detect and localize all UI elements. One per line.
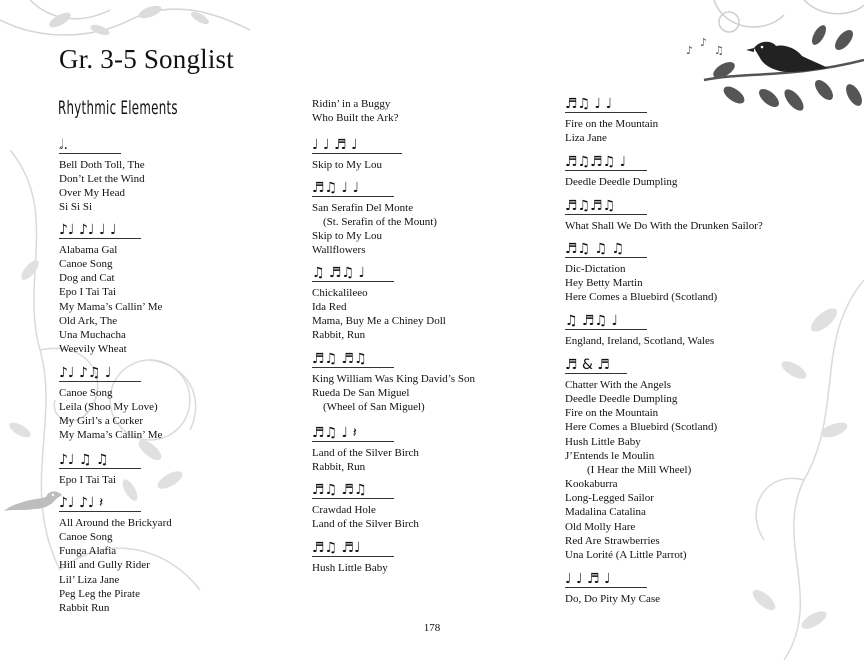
rhythm-underline <box>59 468 141 469</box>
song-title: Canoe Song <box>59 258 113 271</box>
rhythm-notation-text: ♫ ♬♫ ♩ <box>312 265 366 281</box>
song-title: Don’t Let the Wind <box>59 173 145 186</box>
song-title: Hush Little Baby <box>565 435 641 448</box>
song-title: Ridin’ in a Buggy <box>312 98 391 110</box>
song-list <box>312 561 394 575</box>
rhythm-notation-icon <box>312 537 394 555</box>
rhythm-notation-icon <box>312 348 475 366</box>
rhythm-group <box>312 537 394 575</box>
song-list <box>59 243 162 356</box>
song-title: What Shall We Do With the Drunken Sailor? <box>565 220 763 232</box>
song-title: King William Was King David’s Son <box>312 373 475 385</box>
song-title: Canoe Song <box>59 387 113 399</box>
svg-text:♪: ♪ <box>700 36 708 49</box>
song-title: Mama, Buy Me a Chiney Doll <box>312 315 446 328</box>
rhythm-notation-text: ♪♩ ♪♩ ♩ ♩ <box>59 222 117 238</box>
song-title: Una Muchacha <box>59 328 126 341</box>
song-title: Bell Doth Toll, The <box>59 159 145 171</box>
rhythm-group <box>565 568 660 606</box>
song-title: Rueda De San Miguel <box>312 387 410 400</box>
rhythm-notation-icon <box>59 492 172 510</box>
rhythm-notation-icon <box>312 479 419 497</box>
rhythm-notation-icon <box>59 362 162 380</box>
rhythm-notation-icon <box>59 134 145 152</box>
rhythm-notation-icon <box>312 262 446 280</box>
rhythm-notation-icon <box>565 310 714 328</box>
rhythm-notation-icon <box>59 219 162 237</box>
rhythm-underline <box>59 238 141 239</box>
rhythm-group <box>59 449 141 487</box>
song-title: Here Comes a Bluebird (Scotland) <box>565 291 718 304</box>
song-title: Chatter With the Angels <box>565 379 671 391</box>
rhythm-underline <box>312 153 402 154</box>
song-title: Crawdad Hole <box>312 504 376 516</box>
song-title: Alabama Gal <box>59 244 118 256</box>
rhythm-underline <box>565 112 647 113</box>
rhythm-group <box>565 195 763 233</box>
song-title: All Around the Brickyard <box>59 517 172 529</box>
song-title: Lil’ Liza Jane <box>59 573 120 586</box>
rhythm-notation-icon <box>312 134 402 152</box>
rhythm-notation-text: ♬♫ ♫ ♫ <box>565 241 625 257</box>
song-list <box>312 158 402 172</box>
song-title: Epo I Tai Tai <box>59 474 117 486</box>
song-title: Weevily Wheat <box>59 343 127 356</box>
rhythm-notation-text: ♩ ♩ ♬ ♩ <box>565 571 611 587</box>
rhythm-group <box>59 492 172 615</box>
song-title: Canoe Song <box>59 531 113 544</box>
song-list <box>59 158 145 215</box>
rhythm-underline <box>59 153 121 154</box>
rhythm-notation-text: ♬♫ ♬♩ <box>312 540 361 556</box>
song-list <box>565 378 717 562</box>
bird-icon <box>4 487 64 517</box>
song-list <box>565 117 658 145</box>
rhythm-group <box>565 238 717 304</box>
song-title: Deedle Deedle Dumpling <box>565 176 678 188</box>
rhythm-underline <box>565 170 647 171</box>
rhythm-notation-text: ♬♫ ♩ 𝄽 <box>312 425 357 441</box>
song-title: Fire on the Mountain <box>565 407 659 420</box>
rhythm-group <box>565 310 714 348</box>
song-title: Do, Do Pity My Case <box>565 593 661 605</box>
rhythm-underline <box>312 556 394 557</box>
song-title: Deedle Deedle Dumpling <box>565 393 678 406</box>
rhythm-notation-icon <box>312 177 437 195</box>
song-title: (I Hear the Mill Wheel) <box>565 463 692 476</box>
song-list <box>565 592 660 606</box>
song-title: Dog and Cat <box>59 272 115 285</box>
rhythm-underline <box>312 367 394 368</box>
song-title: Who Built the Ark? <box>312 112 399 125</box>
rhythm-underline <box>59 381 141 382</box>
song-title: Leila (Shoo My Love) <box>59 401 158 414</box>
song-title: My Girl’s a Corker <box>59 415 144 428</box>
svg-text:♫: ♫ <box>714 44 724 57</box>
rhythm-group <box>565 93 658 145</box>
song-title: Here Comes a Bluebird (Scotland) <box>565 421 718 434</box>
rhythm-underline <box>565 587 647 588</box>
song-list <box>312 286 446 343</box>
song-list <box>565 175 677 189</box>
song-title: Rabbit Run <box>59 601 110 614</box>
swirl-decoration-right <box>724 280 864 660</box>
rhythm-group <box>565 151 677 189</box>
rhythm-underline <box>565 214 647 215</box>
song-title: Ida Red <box>312 301 347 314</box>
rhythm-group <box>312 97 398 125</box>
rhythm-underline <box>312 498 394 499</box>
song-title: Wallflowers <box>312 244 366 257</box>
rhythm-notation-icon <box>59 449 141 467</box>
page-number: 178 <box>423 622 441 634</box>
bird-on-branch-illustration <box>684 0 864 130</box>
song-title: Long-Legged Sailor <box>565 492 654 505</box>
song-title: J’Entends le Moulin <box>565 449 655 462</box>
song-list <box>565 262 717 304</box>
song-list <box>565 219 763 233</box>
song-title: Kookaburra <box>565 478 618 491</box>
song-title: Rabbit, Run <box>312 461 366 474</box>
song-title: My Mama’s Callin’ Me <box>59 429 163 442</box>
song-title: Madalina Catalina <box>565 506 646 519</box>
svg-text:♪: ♪ <box>686 44 694 57</box>
song-list <box>59 516 172 615</box>
rhythm-notation-icon <box>565 151 677 169</box>
song-title: Skip to My Lou <box>312 159 382 171</box>
rhythm-notation-icon <box>565 568 660 586</box>
rhythm-notation-icon <box>312 422 419 440</box>
rhythm-group <box>312 479 419 531</box>
song-title: Dic-Dictation <box>565 263 626 275</box>
rhythm-underline <box>565 329 647 330</box>
song-list <box>312 97 398 125</box>
rhythm-notation-text: ♪♩ ♫ ♫ <box>59 452 109 468</box>
rhythm-group <box>59 362 162 443</box>
song-title: Land of the Silver Birch <box>312 447 419 459</box>
rhythm-notation-text: ♬♫ ♩ ♩ <box>565 96 613 112</box>
song-title: Over My Head <box>59 187 125 200</box>
song-list <box>312 201 437 258</box>
rhythm-notation-icon <box>565 93 658 111</box>
song-title: Old Ark, The <box>59 314 118 327</box>
song-title: Land of the Silver Birch <box>312 518 419 531</box>
rhythm-underline <box>312 441 394 442</box>
rhythm-notation-text: ♬♫♬♫ <box>565 198 616 214</box>
rhythm-notation-text: ♬ & ♬ <box>565 357 610 373</box>
section-heading: Rhythmic Elements <box>58 97 178 119</box>
rhythm-notation-icon <box>565 195 763 213</box>
rhythm-notation-text: ♬♫ ♬♫ <box>312 351 367 367</box>
song-title: (St. Serafin of the Mount) <box>312 216 437 229</box>
rhythm-notation-text: 𝅗𝅥. <box>59 137 68 153</box>
song-title: (Wheel of San Miguel) <box>312 401 425 414</box>
rhythm-group <box>312 262 446 343</box>
rhythm-notation-text: ♪♩ ♪♫ ♩ <box>59 365 112 381</box>
song-list <box>59 473 141 487</box>
song-title: Si Si Si <box>59 201 93 214</box>
song-list <box>565 334 714 348</box>
rhythm-group <box>565 354 717 562</box>
song-title: Liza Jane <box>565 132 607 145</box>
rhythm-group <box>59 134 145 215</box>
song-title: Old Molly Hare <box>565 520 636 533</box>
song-title: Epo I Tai Tai <box>59 286 117 299</box>
rhythm-notation-text: ♫ ♬♫ ♩ <box>565 313 619 329</box>
rhythm-notation-text: ♬♫ ♩ ♩ <box>312 180 360 196</box>
rhythm-group <box>312 422 419 474</box>
song-list <box>59 386 162 443</box>
song-title: Una Lorité (A Little Parrot) <box>565 548 687 561</box>
rhythm-underline <box>312 281 394 282</box>
rhythm-notation-text: ♪♩ ♪♩ 𝄽 <box>59 495 104 511</box>
rhythm-notation-text: ♬♫ ♬♫ <box>312 482 367 498</box>
rhythm-underline <box>312 196 394 197</box>
song-title: Hill and Gully Rider <box>59 559 150 572</box>
song-list <box>312 503 419 531</box>
rhythm-underline <box>59 511 141 512</box>
rhythm-notation-text: ♩ ♩ ♬ ♩ <box>312 137 358 153</box>
song-title: Chickalileeo <box>312 287 368 299</box>
song-title: Skip to My Lou <box>312 230 382 243</box>
rhythm-group <box>59 219 162 356</box>
rhythm-notation-text: ♬♫♬♫ ♩ <box>565 154 627 170</box>
song-title: Red Are Strawberries <box>565 534 660 547</box>
rhythm-underline <box>565 373 627 374</box>
page-title: Gr. 3-5 Songlist <box>59 44 234 74</box>
song-title: England, Ireland, Scotland, Wales <box>565 335 715 347</box>
song-title: Fire on the Mountain <box>565 118 659 130</box>
rhythm-group <box>312 134 402 172</box>
song-title: San Serafin Del Monte <box>312 202 414 214</box>
rhythm-group <box>312 348 475 414</box>
song-title: My Mama’s Callin’ Me <box>59 300 163 313</box>
rhythm-notation-icon <box>565 238 717 256</box>
rhythm-group <box>312 177 437 258</box>
rhythm-notation-icon <box>565 354 717 372</box>
song-title: Hush Little Baby <box>312 562 388 574</box>
rhythm-underline <box>565 257 647 258</box>
song-list <box>312 372 475 414</box>
song-title: Peg Leg the Pirate <box>59 587 140 600</box>
song-title: Funga Alafia <box>59 545 117 558</box>
song-title: Hey Betty Martin <box>565 277 643 290</box>
song-list <box>312 446 419 474</box>
song-title: Rabbit, Run <box>312 329 366 342</box>
